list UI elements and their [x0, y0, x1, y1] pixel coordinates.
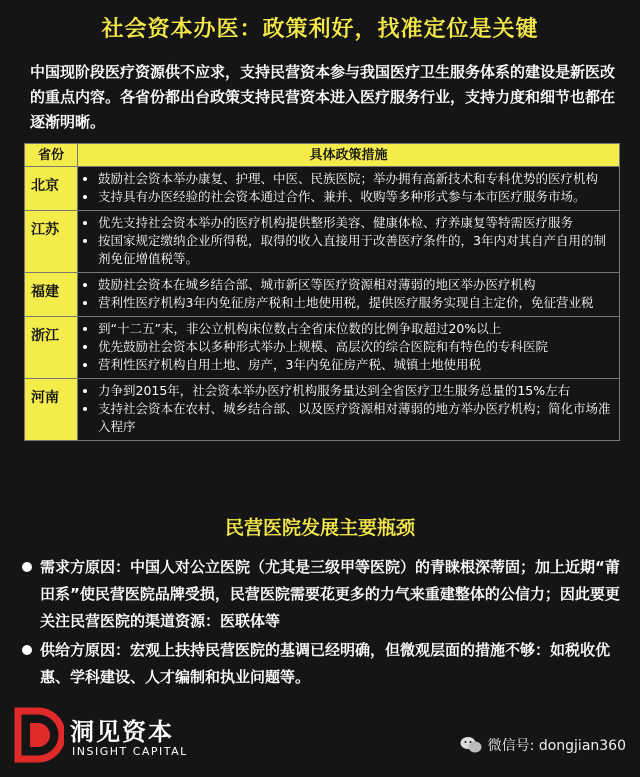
bullet-dot-icon [22, 645, 32, 655]
measures-cell [78, 317, 620, 379]
bottleneck-item [22, 637, 622, 691]
policy-table-body [25, 167, 620, 441]
province-cell: 浙江 [25, 317, 78, 379]
measures-cell [78, 211, 620, 273]
measure-item: • 鼓励社会资本在城乡结合部、城市新区等医疗资源相对薄弱的地区举办医疗机构 [98, 276, 613, 294]
province-cell: 北京 [25, 167, 78, 211]
bottleneck-item [22, 554, 622, 635]
table-row [25, 273, 620, 317]
measure-item: • 支持社会资本在农村、城乡结合部、以及医疗资源相对薄弱的地方举办医疗机构；简化市场准入程序 [98, 400, 613, 436]
measures-list [84, 382, 613, 436]
brand-name: 洞见资本 [70, 718, 174, 746]
province-cell: 江苏 [25, 211, 78, 273]
measure-item: • 到“十二五”末，非公立机构床位数占全省床位数的比例争取超过20%以上 [98, 320, 613, 338]
province-cell: 河南 [25, 379, 78, 441]
measure-item: • 营利性医疗机构3年内免征房产税和土地使用税，提供医疗服务实现自主定价，免征营业税 [98, 294, 613, 312]
intro-paragraph: 中国现阶段医疗资源供不应求，支持民营资本参与我国医疗卫生服务体系的建设是新医改的重点内容。各省份都出台政策支持民营资本进入医疗服务行业，支持力度和细节也都在逐渐明晰。 [30, 63, 616, 131]
bottleneck-text: 供给方原因：宏观上扶持民营医院的基调已经明确，但微观层面的措施不够：如税收优惠、学科建设、人才编制和执业问题等。 [40, 641, 611, 686]
measures-cell [78, 273, 620, 317]
wechat-id [460, 735, 626, 755]
measures-list [84, 214, 613, 268]
bullet-dot-icon [22, 562, 32, 572]
brand-subtitle: INSIGHT CAPITAL [72, 745, 188, 758]
measure-item: • 优先鼓励社会资本以多种形式举办上规模、高层次的综合医院和有特色的专科医院 [98, 338, 613, 356]
measure-item: • 按国家规定缴纳企业所得税，取得的收入直接用于改善医疗条件的，3年内对其自产自用的制剂免征增值税等。 [98, 232, 613, 268]
measure-item: • 优先支持社会资本举办的医疗机构提供整形美容、健康体检、疗养康复等特需医疗服务 [98, 214, 613, 232]
measures-cell [78, 379, 620, 441]
section-subtitle: 民营医院发展主要瓶颈 [224, 517, 415, 539]
measures-list [84, 320, 613, 374]
table-row [25, 211, 620, 273]
table-row [25, 317, 620, 379]
policy-table [24, 143, 620, 441]
measures-cell [78, 167, 620, 211]
measure-item: • 鼓励社会资本举办康复、护理、中医、民族医院；举办拥有高新技术和专科优势的医疗机构 [98, 170, 613, 188]
page-title: 社会资本办医：政策利好，找准定位是关键 [101, 17, 539, 42]
measure-item: • 支持具有办医经验的社会资本通过合作、兼并、收购等多种形式参与本市医疗服务市场。 [98, 188, 613, 206]
table-row [25, 167, 620, 211]
bottleneck-text: 需求方原因：中国人对公立医院（尤其是三级甲等医院）的青睐根深蒂固；加上近期“莆田系”使民营医院品牌受损，民营医院需要花更多的力气来重建整体的公信力；因此要更关注民营医院的渠道资源：医联体等 [40, 558, 620, 630]
bottleneck-list [22, 554, 622, 693]
province-cell: 福建 [25, 273, 78, 317]
wechat-icon [460, 736, 482, 754]
wechat-label: 微信号: dongjian360 [487, 738, 626, 754]
table-row [25, 379, 620, 441]
header-province: 省份 [25, 144, 78, 167]
measures-list [84, 276, 613, 312]
measure-item: • 营利性医疗机构自用土地、房产，3年内免征房产税、城镇土地使用税 [98, 356, 613, 374]
table-header-row [25, 144, 620, 167]
measures-list [84, 170, 613, 206]
header-measures: 具体政策措施 [78, 144, 620, 167]
measure-item: • 力争到2015年，社会资本举办医疗机构服务量达到全省医疗卫生服务总量的15%左右 [98, 382, 613, 400]
insight-capital-logo-icon [12, 707, 64, 763]
